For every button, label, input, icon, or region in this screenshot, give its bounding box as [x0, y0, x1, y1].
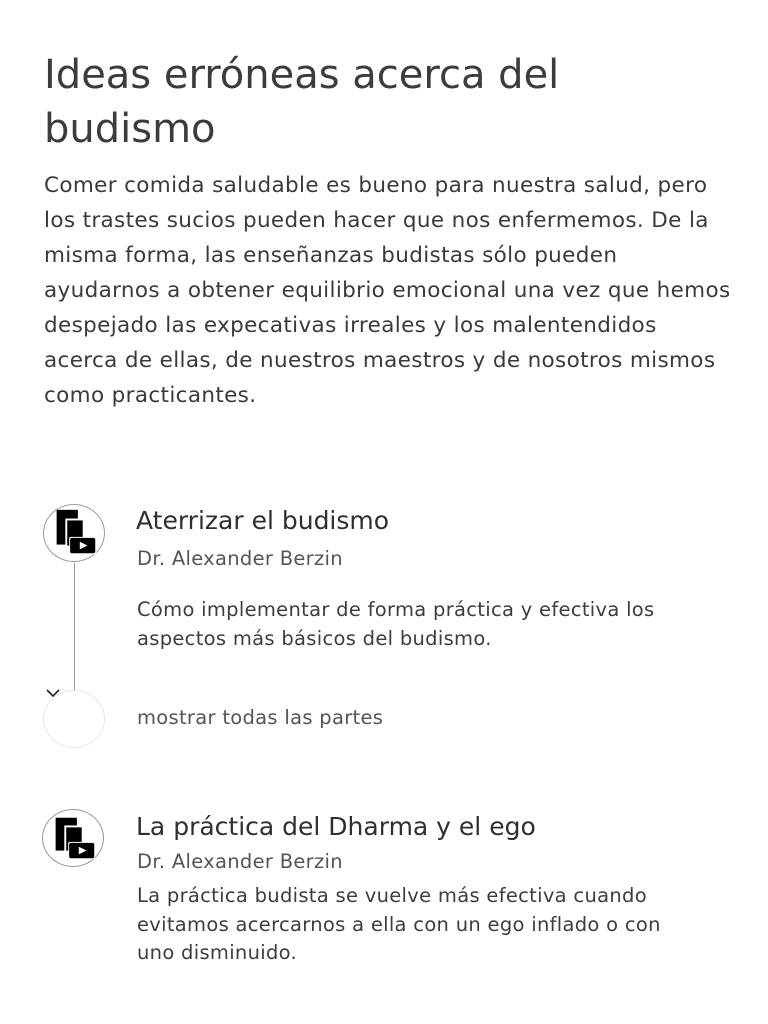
show-all-parts-link[interactable]: mostrar todas las partes [137, 706, 384, 729]
course-description: La práctica budista se vuelve más efectiva cuando evitamos acercarnos a ella con un ego inflado o con uno disminuido. [137, 884, 661, 964]
show-parts-circle[interactable] [43, 690, 105, 748]
timeline-connector [74, 563, 75, 690]
course-title[interactable]: Aterrizar el budismo [136, 506, 390, 535]
course-icon-circle[interactable] [42, 809, 104, 867]
intro-paragraph: Comer comida saludable es bueno para nuestra salud, pero los trastes sucios pueden hacer que nos enfermemos. De la misma forma, las enseñanzas budistas sólo pueden ayudarnos a obtener equilibrio emocional una vez que hemos despejado las expecativas irreales y los malentendidos acerca de ellas, de nuestros maestros y de nosotros mismos como practicantes. [44, 173, 731, 408]
document-video-icon [44, 505, 104, 561]
course-title[interactable]: La práctica del Dharma y el ego [136, 812, 536, 841]
course-author: Dr. Alexander Berzin [137, 850, 343, 873]
course-description: Cómo implementar de forma práctica y efectiva los aspectos más básicos del budismo. [137, 598, 655, 650]
document-video-icon [43, 810, 103, 866]
course-author: Dr. Alexander Berzin [137, 547, 343, 570]
page-title: Ideas erróneas acerca del budismo [44, 52, 560, 152]
course-icon-circle[interactable] [43, 504, 105, 562]
